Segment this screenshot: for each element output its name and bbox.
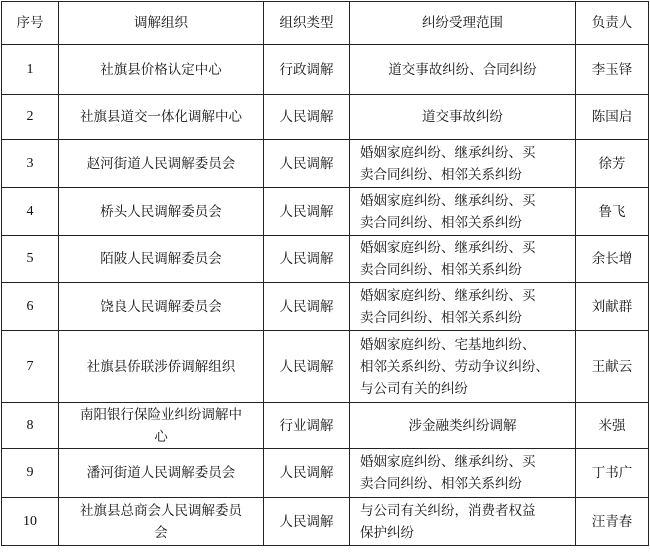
- cell-type: 人民调解: [264, 498, 350, 546]
- scope-line: 婚姻家庭纠纷、继承纠纷、买: [360, 192, 536, 209]
- org-line: 南阳银行保险业纠纷调解中: [80, 406, 242, 423]
- cell-index: 3: [2, 140, 59, 188]
- org-line: 社旗县总商会人民调解委员: [80, 502, 242, 519]
- cell-type: 人民调解: [264, 140, 350, 188]
- cell-type: 行业调解: [264, 403, 350, 449]
- cell-person: 汪青春: [576, 498, 649, 546]
- table-row: [2, 449, 649, 498]
- cell-type: 人民调解: [264, 283, 350, 331]
- cell-person: 徐芳: [576, 140, 649, 188]
- cell-type: 人民调解: [264, 331, 350, 403]
- cell-org: [59, 449, 264, 498]
- cell-index: 5: [2, 236, 59, 283]
- table-row: [2, 331, 649, 403]
- cell-scope: [350, 188, 576, 236]
- org-line: 社旗县侨联涉侨调解组织: [86, 358, 236, 375]
- cell-index: 8: [2, 403, 59, 449]
- cell-type: 人民调解: [264, 449, 350, 498]
- header-type: 组织类型: [264, 2, 350, 45]
- org-line: 潘河街道人民调解委员会: [86, 465, 236, 481]
- cell-org: [59, 498, 264, 546]
- cell-person: 鲁飞: [576, 188, 649, 236]
- scope-line: 道交事故纠纷、合同纠纷: [388, 61, 537, 78]
- org-line: 饶良人民调解委员会: [100, 298, 222, 315]
- mediation-organizations-table: [1, 1, 649, 546]
- cell-org: [59, 95, 264, 140]
- org-line: 社旗县价格认定中心: [100, 61, 222, 78]
- cell-index: 4: [2, 188, 59, 236]
- scope-line: 卖合同纠纷、相邻关系纠纷: [360, 309, 522, 326]
- cell-org: [59, 403, 264, 449]
- cell-person: 王献云: [576, 331, 649, 403]
- cell-type: 人民调解: [264, 188, 350, 236]
- header-org: 调解组织: [59, 2, 264, 45]
- scope-line: 婚姻家庭纠纷、继承纠纷、买: [360, 454, 536, 470]
- scope-line: 婚姻家庭纠纷、继承纠纷、买: [360, 240, 536, 256]
- cell-index: 1: [2, 45, 59, 95]
- table-body: [2, 45, 649, 546]
- cell-scope: [350, 236, 576, 283]
- header-index: 序号: [2, 2, 59, 45]
- cell-index: 6: [2, 283, 59, 331]
- cell-org: [59, 283, 264, 331]
- cell-org: [59, 140, 264, 188]
- scope-line: 卖合同纠纷、相邻关系纠纷: [360, 214, 522, 231]
- scope-line: 婚姻家庭纠纷、继承纠纷、买: [360, 287, 536, 304]
- cell-index: 2: [2, 95, 59, 140]
- cell-person: 余长增: [576, 236, 649, 283]
- header-row: [2, 2, 649, 45]
- cell-person: 刘献群: [576, 283, 649, 331]
- scope-line: 与公司有关的纠纷: [360, 380, 468, 397]
- cell-scope: [350, 403, 576, 449]
- scope-line: 婚姻家庭纠纷、继承纠纷、买: [360, 144, 536, 161]
- table-row: [2, 140, 649, 188]
- table-row: [2, 498, 649, 546]
- cell-org: [59, 188, 264, 236]
- cell-scope: [350, 449, 576, 498]
- org-line: 社旗县道交一体化调解中心: [80, 109, 242, 125]
- table-row: [2, 236, 649, 283]
- cell-scope: [350, 95, 576, 140]
- cell-scope: [350, 498, 576, 546]
- scope-line: 卖合同纠纷、相邻关系纠纷: [360, 476, 522, 492]
- cell-scope: [350, 45, 576, 95]
- header-scope: 纠纷受理范围: [350, 2, 576, 45]
- cell-person: 丁书广: [576, 449, 649, 498]
- table-row: [2, 283, 649, 331]
- table-row: [2, 95, 649, 140]
- org-line: 赵河街道人民调解委员会: [86, 155, 236, 172]
- org-line: 心: [154, 428, 168, 445]
- org-line: 陌陂人民调解委员会: [100, 251, 222, 267]
- cell-scope: [350, 283, 576, 331]
- cell-person: 李玉铎: [576, 45, 649, 95]
- scope-line: 婚姻家庭纠纷、宅基地纠纷、: [360, 336, 536, 353]
- table-row: [2, 188, 649, 236]
- table-row: [2, 45, 649, 95]
- cell-type: 行政调解: [264, 45, 350, 95]
- cell-type: 人民调解: [264, 95, 350, 140]
- cell-index: 7: [2, 331, 59, 403]
- scope-line: 相邻关系纠纷、劳动争议纠纷、: [360, 358, 549, 375]
- table-row: [2, 403, 649, 449]
- cell-index: 10: [2, 498, 59, 546]
- scope-line: 涉金融类纠纷调解: [408, 417, 517, 434]
- scope-line: 保护纠纷: [360, 524, 414, 541]
- cell-org: [59, 45, 264, 95]
- cell-person: 米强: [576, 403, 649, 449]
- scope-line: 卖合同纠纷、相邻关系纠纷: [360, 262, 522, 278]
- org-line: 会: [154, 524, 168, 541]
- cell-type: 人民调解: [264, 236, 350, 283]
- scope-line: 卖合同纠纷、相邻关系纠纷: [360, 166, 522, 183]
- cell-scope: [350, 331, 576, 403]
- cell-scope: [350, 140, 576, 188]
- cell-index: 9: [2, 449, 59, 498]
- cell-person: 陈国启: [576, 95, 649, 140]
- cell-org: [59, 331, 264, 403]
- scope-line: 道交事故纠纷: [422, 109, 503, 125]
- cell-org: [59, 236, 264, 283]
- org-line: 桥头人民调解委员会: [100, 203, 222, 220]
- scope-line: 与公司有关纠纷，消费者权益: [360, 502, 536, 519]
- header-person: 负责人: [576, 2, 649, 45]
